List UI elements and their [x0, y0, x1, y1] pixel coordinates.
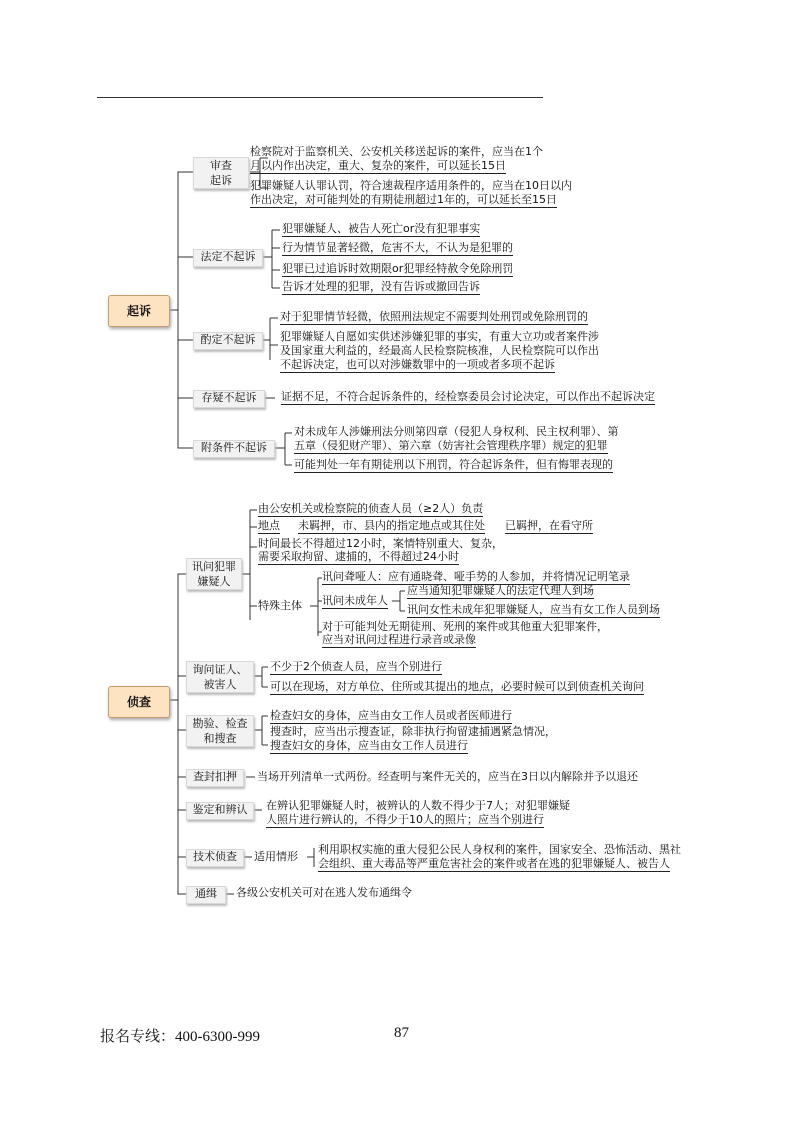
branch-technical-investigation	[186, 849, 244, 867]
root-node-prosecution	[108, 295, 170, 327]
leaf-text: 不少于2个侦查人员，应当个别进行	[270, 660, 442, 673]
leaf-text: 讯问女性未成年犯罪嫌疑人，应当有女工作人员到场	[407, 603, 660, 616]
leaf-text: 应当对讯问过程进行录音或录像	[322, 633, 476, 646]
leaf-text: 各级公安机关可对在逃人发布通缉令	[236, 886, 412, 899]
branch-label-line2: 嫌疑人	[197, 575, 231, 588]
branch-doubtful-non-prosecution	[193, 390, 265, 408]
leaf-text: 由公安机关或检察院的侦查人员（≥2人）负责	[258, 502, 484, 515]
branch-discretionary-non-prosecution	[193, 332, 263, 350]
leaf-text: 犯罪已过追诉时效期限or犯罪经特赦令免除刑罚	[282, 262, 514, 275]
leaf-text: 人照片进行辨认的，不得少于10人的照片；应当个别进行	[266, 813, 544, 826]
branch-interrogate-suspect	[186, 558, 242, 590]
branch-label: 存疑不起诉	[201, 391, 257, 404]
branch-wanted-order	[186, 886, 226, 904]
branch-review-prosecution	[193, 157, 249, 189]
branch-label-line2: 被害人	[203, 678, 237, 691]
branch-question-witness	[186, 661, 254, 693]
leaf-text: 犯罪嫌疑人、被告人死亡or没有犯罪事实	[282, 222, 481, 235]
leaf-text: 搜查妇女的身体，应当由女工作人员进行	[270, 739, 468, 752]
leaf-text: 搜查时，应当出示搜查证，除非执行拘留逮捕遇紧急情况，	[270, 725, 556, 738]
leaf-text: 对未成年人涉嫌刑法分则第四章（侵犯人身权利、民主权利罪）、第	[294, 425, 619, 438]
leaf-text: 犯罪嫌疑人自愿如实供述涉嫌犯罪的事实，有重大立功或者案件涉	[280, 330, 599, 343]
leaf-text: 行为情节显著轻微，危害不大，不认为是犯罪的	[282, 241, 513, 254]
leaf-text: 五章（侵犯财产罪）、第六章（妨害社会管理秩序罪）规定的犯罪	[294, 439, 608, 452]
leaf-text: 可能判处一年有期徒刑以下刑罚，符合起诉条件，但有悔罪表现的	[294, 458, 613, 471]
leaf-text: 作出决定，对可能判处的有期徒刑超过1年的，可以延长至15日	[250, 193, 557, 206]
branch-label: 鉴定和辨认	[192, 803, 248, 816]
leaf-text: 会组织、重大毒品等严重危害社会的案件或者在逃的犯罪嫌疑人、被告人	[318, 857, 670, 870]
page-number: 87	[394, 1025, 409, 1041]
leaf-text: 需要采取拘留、逮捕的，不得超过24小时	[258, 550, 459, 563]
enrollment-hotline: 报名专线：400-6300-999	[100, 1029, 260, 1045]
branch-label: 审查 起诉	[210, 159, 232, 187]
minor-label: 讯问未成年人	[322, 594, 388, 607]
leaf-text: 告诉才处理的犯罪，没有告诉或撤回告诉	[282, 280, 480, 293]
root-node-investigation	[108, 686, 170, 718]
branch-identification	[186, 802, 254, 820]
leaf-text: 及国家重大利益的，经最高人民检察院核准，人民检察院可以作出	[280, 344, 599, 357]
leaf-text: 对于可能判处无期徒刑、死刑的案件或其他重大犯罪案件，	[322, 620, 608, 633]
branch-label: 酌定不起诉	[200, 333, 256, 346]
branch-statutory-non-prosecution	[193, 249, 263, 267]
leaf-text: 可以在现场，对方单位、住所或其提出的地点，必要时候可以到侦查机关询问	[270, 680, 644, 693]
leaf-text: 月以内作出决定，重大、复杂的案件，可以延长15日	[250, 159, 506, 172]
scope-label: 适用情形	[254, 850, 298, 863]
leaf-text: 未羁押，市、县内的指定地点或其住处	[298, 519, 485, 532]
leaf-text: 检察院对于监察机关、公安机关移送起诉的案件，应当在1个	[250, 145, 543, 158]
leaf-text: 时间最长不得超过12小时，案情特别重大、复杂，	[258, 537, 503, 550]
branch-label: 技术侦查	[193, 850, 237, 863]
branch-inspection-search	[186, 715, 254, 747]
leaf-text: 检查妇女的身体，应当由女工作人员或者医师进行	[270, 709, 512, 722]
place-label: 地点	[258, 519, 280, 532]
branch-label: 法定不起诉	[200, 250, 256, 263]
branch-label: 查封扣押	[193, 770, 237, 783]
leaf-text: 对于犯罪情节轻微，依照刑法规定不需要判处刑罚或免除刑罚的	[280, 310, 588, 323]
branch-label: 通缉	[195, 887, 217, 900]
leaf-text: 不起诉决定，也可以对涉嫌数罪中的一项或者多项不起诉	[280, 358, 555, 371]
branch-label-line1: 询问证人、	[192, 663, 248, 676]
root-label: 起诉	[126, 304, 151, 318]
leaf-text: 证据不足，不符合起诉条件的，经检察委员会讨论决定，可以作出不起诉决定	[281, 390, 655, 403]
leaf-text: 当场开列清单一式两份。经查明与案件无关的，应当在3日以内解除并予以退还	[257, 770, 638, 783]
branch-label-line1: 勘验、检查	[192, 717, 248, 730]
leaf-text: 讯问聋哑人：应有通晓聋、哑手势的人参加，并将情况记明笔录	[322, 570, 630, 583]
branch-label-line2: 和搜查	[203, 732, 237, 745]
branch-conditional-non-prosecution	[193, 440, 275, 458]
leaf-text: 在辨认犯罪嫌疑人时，被辨认的人数不得少于7人；对犯罪嫌疑	[266, 799, 570, 812]
branch-label-line1: 讯问犯罪	[192, 560, 236, 573]
leaf-text: 犯罪嫌疑人认罪认罚，符合速裁程序适用条件的，应当在10日以内	[250, 179, 572, 192]
leaf-text: 利用职权实施的重大侵犯公民人身权利的案件，国家安全、恐怖活动、黑社	[318, 843, 681, 856]
root-label: 侦查	[126, 695, 151, 709]
special-subject-label: 特殊主体	[258, 599, 302, 612]
leaf-text: 已羁押，在看守所	[505, 519, 593, 532]
leaf-text: 应当通知犯罪嫌疑人的法定代理人到场	[407, 584, 594, 597]
branch-label: 附条件不起诉	[201, 441, 267, 454]
branch-seizure	[186, 769, 244, 787]
